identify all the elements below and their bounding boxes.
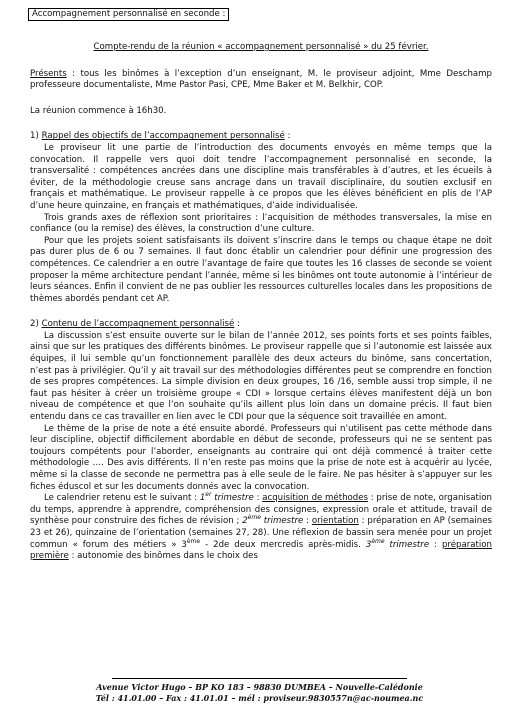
- term-3-label: 3ème trimestre: [365, 537, 430, 550]
- footer-contact: Tél : 41.01.00 – Fax : 41.01.01 – mél : proviseur.9830557n@ac-noumea.nc: [95, 693, 424, 703]
- document-subtitle: Compte-rendu de la réunion « accompagnement personnalisé » du 25 février.: [93, 42, 429, 52]
- footer-divider: [112, 678, 407, 679]
- section-2-paragraph: La discussion s’est ensuite ouverte sur le bilan de l’année 2012, ses points forts et ses points faibles, ainsi que sur les pratiques des différents binômes. Le proviseur rappelle que si l’autonomie est laissée aux équipes, il lui semble qu’un fonctionnement parallèle des deux acteurs du binôme, sans concertation, n’est pas à privilégier. Qu’il y ait travail sur des méthodologies différentes peut se comprendre en fonction de ses propres compétences. La simple division en deux groupes, 16 /16, semble aussi trop simple, il ne faut pas hésiter à créer un troisième groupe « CDI » lorsque certains élèves manifestent déjà un bon niveau de compétence et que l’on souhaite qu’ils aillent plus loin dans un domaine précis. Il faut bien entendu dans ce cas travailler en lien avec le CDI pour que la séquence soit travaillée en amont.: [30, 330, 492, 423]
- section-2-paragraph: Le thème de la prise de note a été ensuite abordé. Professeurs qui n’utilisent pas cette méthode dans leur discipline, objectif difficilement abordable en début de seconde, professeurs qui ne se sentent pas toujours compétents pour l’aborder, enseignants au contraire qui ont déjà commencé à traiter cette méthodologie …. Des avis différents. Il n’en reste pas moins que la prise de note est à acquérir au lycée, même si la classe de seconde ne permettra pas à elle seule de le faire. Ne pas hésiter à s’appuyer sur les fiches éduscol et sur les documents donnés avec la convocation.: [30, 423, 492, 492]
- meeting-start: La réunion commence à 16h30.: [30, 105, 167, 116]
- section-1-paragraph: Trois grands axes de réflexion sont prioritaires : l’acquisition de méthodes transversales, la mise en confiance (ou la remise) des élèves, la construction d’une culture.: [30, 212, 492, 235]
- attendees-text: : tous les binômes à l’exception d’un enseignant, M. le proviseur adjoint, Mme Deschamp professeure documentaliste, Mme Pastor Pasi, CPE, Mme Baker et M. Belkhir, COP.: [30, 68, 492, 91]
- section-1-title: Rappel des objectifs de l’accompagnement personnalisé: [41, 131, 285, 142]
- document-title: Accompagnement personnalisé en seconde :: [28, 8, 229, 21]
- term-3-topic: préparation première: [30, 539, 493, 562]
- term-2-label: 2ème trimestre: [242, 514, 304, 527]
- term-2-topic: orientation: [311, 516, 359, 527]
- section-1-paragraph: Pour que les projets soient satisfaisants ils doivent s’inscrire dans le temps ou chaque étape ne doit pas durer plus de 6 ou 7 semaines. Il faut donc établir un calendrier pour définir une progression des compétences. Ce calendrier a en outre l’avantage de faire que toutes les 16 classes de seconde se voient proposer la même architecture pendant l’année, même si les binômes ont toute autonomie à l’intérieur de leurs séances. Enfin il convient de ne pas oublier les ressources culturelles locales dans les propositions de thèmes abordés pendant cet AP.: [30, 235, 492, 304]
- section-2-calendar-paragraph: Le calendrier retenu est le suivant : 1er trimestre : acquisition de méthodes : prise de note, organisation du temps, apprendre à apprendre, compréhension des consignes, expression orale et attitude, travail de synthèse pour construire des fiches de révision ; 2ème trimestre : orientation : préparation en AP (semaines 23 et 26), quinzaine de l’orientation (semaines 27, 28). Une réflexion de bassin sera menée pour un projet commun « forum des métiers » 3ème - 2de deux mercredis après-midis. 3ème trimestre : préparation première : autonomie des binômes dans le choix des: [30, 491, 493, 562]
- term-1-topic: acquisition de méthodes: [262, 493, 369, 504]
- section-2-title: Contenu de l’accompagnement personnalisé: [41, 319, 235, 330]
- footer: [0, 682, 519, 704]
- document-body: [30, 8, 492, 563]
- term-1-label: 1er trimestre: [199, 491, 254, 504]
- section-1-paragraph: Le proviseur lit une partie de l’introduction des documents envoyés en même temps que la convocation. Il rappelle vers quoi doit tendre l’accompagnement personnalisé en seconde, la transversalité : compétences ancrées dans une discipline mais transférables à d’autres, et les écueils à éviter, de la méthodologie creuse sans ancrage dans un travail disciplinaire, du soutien exclusif en français et mathématique. Le proviseur rappelle à ce propos que les élèves bénéficient en plis de l’AP d’une heure quinzaine, en français et mathématiques, d’aide individualisée.: [30, 142, 492, 211]
- attendees-label: Présents: [30, 68, 67, 79]
- footer-address: Avenue Victor Hugo – BP KO 183 – 98830 DUMBEA – Nouvelle-Calédonie: [96, 682, 423, 692]
- section-1-heading: 1) Rappel des objectifs de l’accompagnement personnalisé :: [30, 131, 291, 142]
- section-2-heading: 2) Contenu de l’accompagnement personnalisé :: [30, 319, 240, 330]
- attendees-paragraph: [30, 69, 492, 92]
